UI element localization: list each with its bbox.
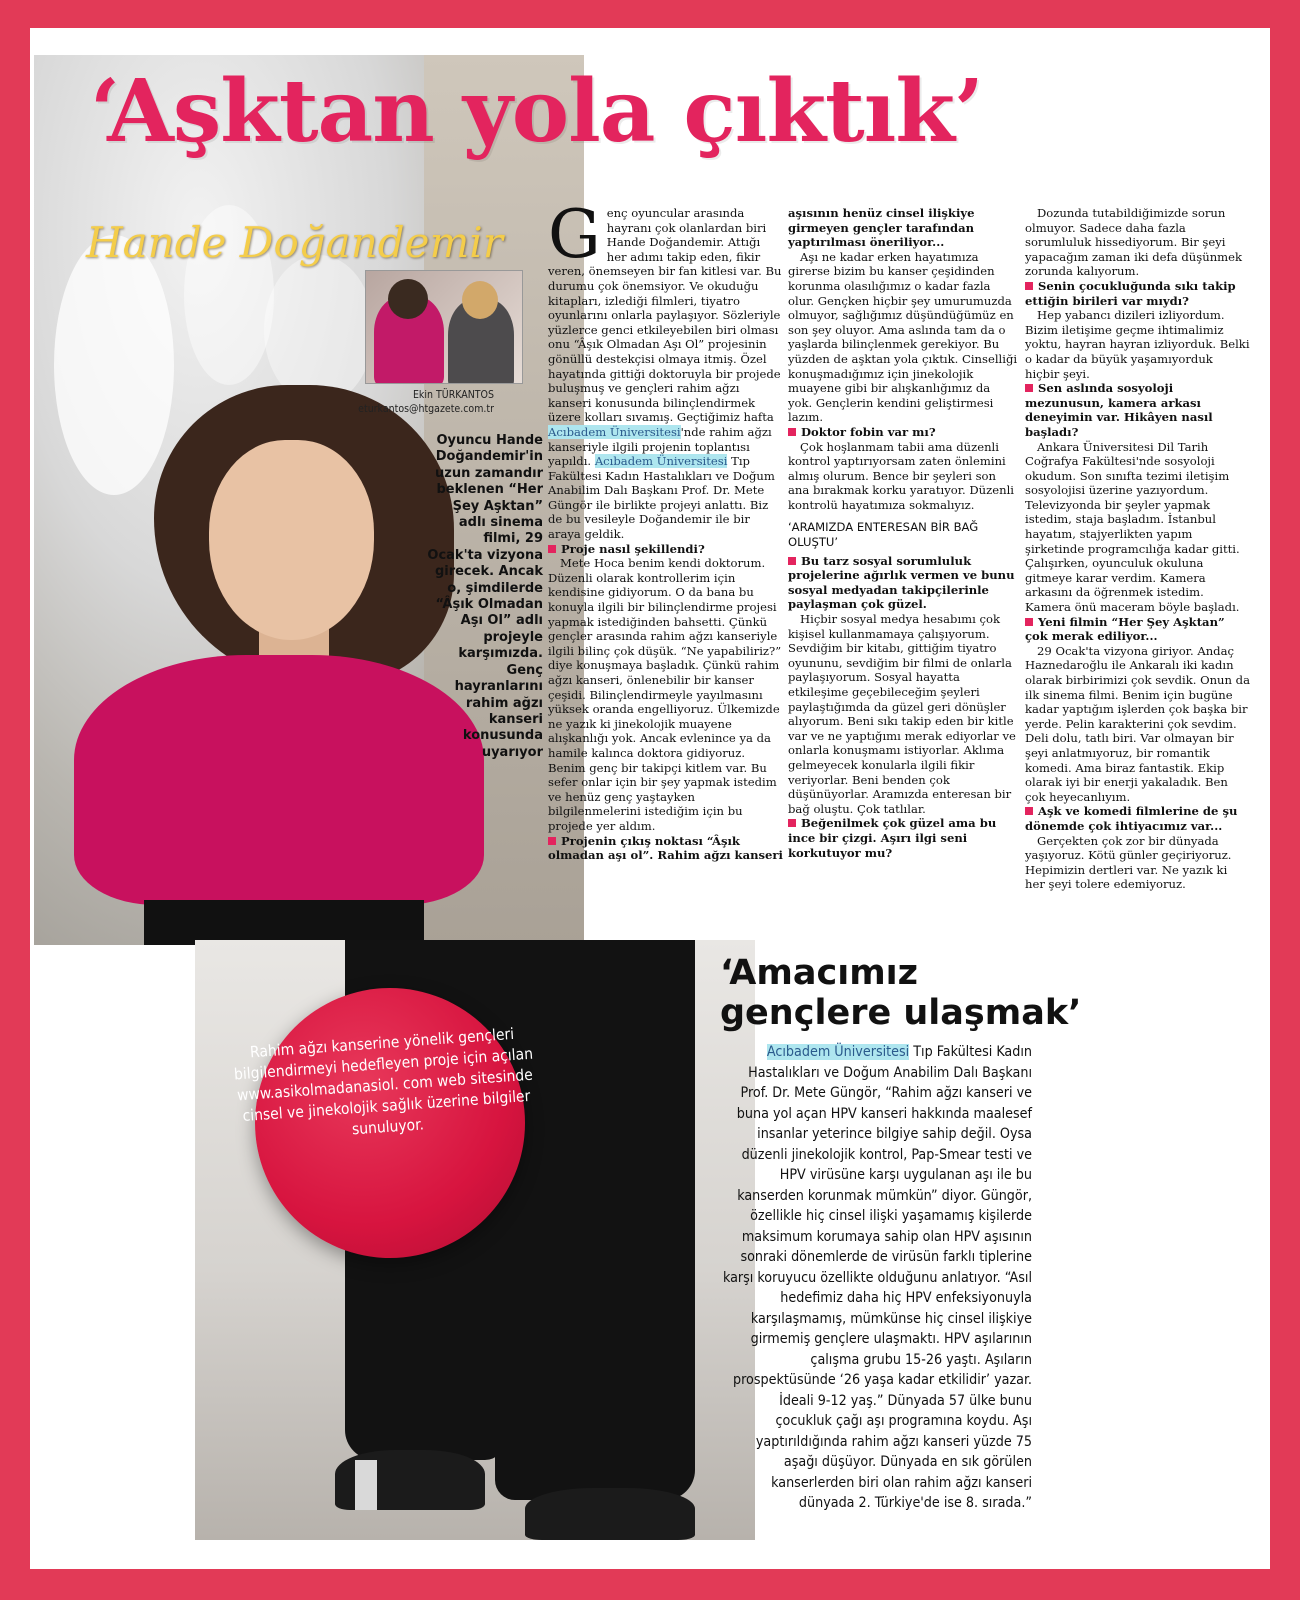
sub-headline-line-2: gençlere ulaşmak’ [720,993,1082,1033]
section-subhead: ‘ARAMIZDA ENTERESAN BİR BAĞ OLUŞTU’ [788,520,979,550]
article-column-3 [1025,206,1250,892]
answer: 29 Ocak'ta vizyona giriyor. Andaç Haznedaroğlu ile Ankaralı iki kadın olarak birbirimizi çok sevdik. Onun da ilk sinema filmi. Benim için bugüne kadar yaptığım işlerden çok başka bir yerde. Pelin karakterini çok sevdim. Deli dolu, tatlı biri. Var olmayan bir şeyi anlatmıyoruz, bir romantik komedi. Ama biraz fantastik. Ekip olarak iyi bir enerji yakaladık. Ben çok heyecanlıyım. [1025,643,1251,804]
university-highlight: Acıbadem Üniversitesi [548,424,681,439]
right-shoe [525,1488,695,1540]
question: Proje nasıl şekillendi? [548,542,783,557]
author-name: Ekin TÜRKANTOS [412,389,494,401]
author-byline [358,388,494,416]
question: Doktor fobin var mı? [788,425,1018,440]
answer: Hiçbir sosyal medya hesabımı çok kişisel kullanmamaya çalışıyorum. Sevdiğim bir kitabı, gittiğim tiyatro oyununu, sevdiğim bir filmi de onlarla paylaşıyorum. Sosyal hayatta etkileşime geçebileceğim şeyleri paylaştığımda da güzel geri dönüşler alıyorum. Beni sıkı takip eden bir kitle var ve ne yaptığımı merak ediyorlar ve onlarla konuşmamı istiyorlar. Aklıma gelmeyecek konularla ilgili fikir veriyorlar. Beni benden çok düşünüyorlar. Aramızda enteresan bir bağ oluştu. Çok tatlılar. [788,612,1016,816]
page-headline: ‘Aşktan yola çıktık’ [90,61,983,162]
portrait-pants [144,900,424,945]
fountain-spray [54,235,174,495]
question: Beğenilmek çok güzel ama bu ince bir çizgi. Aşırı ilgi seni korkutuyor mu? [788,816,1018,860]
answer: Aşı ne kadar erken hayatımıza girerse bizim bu kanser çeşidinden korunma olasılığımız o kadar fazla olur. Gençken hiçbir şey umurumuzda olmuyor, sağlığımız düşündüğümüz en son şey oluyor. Ama aslında tam da o yaşlarda bilinçlenmek gerekiyor. Bu yüzden de aşktan yola çıktık. Cinselliği konuşmadığımız için jinekolojik muayene gibi bir alışkanlığımız da yok. Gençlerin kendini geliştirmesi lazım. [788,249,1018,425]
question: Sen aslında sosyoloji mezunusun, kamera arkası deneyimin var. Hikâyen nasıl başladı? [1025,381,1250,439]
answer: Hep yabancı dizileri izliyordum. Bizim iletişime geçme ihtimalimiz yoktu, hayran hayran izliyorduk. Belki o kadar da büyük yaşamıyorduk hiçbir şeyi. [1025,308,1250,381]
intro-summary: Oyuncu Hande Doğandemir'in uzun zamandır beklenen “Her Şey Aşktan” adlı sinema filmi, 29 Ocak'ta vizyona girecek. Ancak o, şimdilerde “Âşık Olmadan Aşı Ol” adlı projeyle karşımızda. Genç hayranlarını rahim ağzı kanseri konusunda uyarıyor [427,433,543,760]
question: Yeni filmin “Her Şey Aşktan” çok merak ediliyor... [1025,615,1250,644]
question: Projenin çıkış noktası “Âşık olmadan aşı ol”. Rahim ağzı kanseri [548,833,783,863]
sub-article-body [720,1042,1032,1514]
callout-text: Rahim ağzı kanserine yönelik gençleri bilgilendirmeyi hedefleyen proje için açılan www.asikolmadanasiol. com web sitesinde cinsel ve jinekolojik sağlık üzerine bilgiler sunuluyor. [233,1024,534,1139]
paragraph: enç oyuncular arasında hayranı çok olanlardan biri Hande Doğandemir. Attığı her adımı takip eden, fikir veren, önemseyen bir fan kitlesi var. Bu durumu çok önemsiyor. Ve okuduğu kitapları, izlediği filmleri, tiyatro oyunlarını onlarla paylaşıyor. Sözleriyle yüzlerce genci etkileyebilen biri olması onu “Âşık Olmadan Aşı Ol” projesinin gönüllü destekçisi olmaya itmiş. Özel hayatında gittiği doktoruyla bir projede buluşmuş ve gençleri rahim ağzı kanseri konusunda bilinçlendirmek üzere kolları sıvamış. Geçtiğimiz hafta [548,206,782,425]
answer: Çok hoşlanmam tabii ama düzenli kontrol yaptırıyorsam zaten önlemini almış olurum. Bence bir şeyleri son ana bırakmak korku yaratıyor. Düzenli kontrolü hayatımıza sokmalıyız. [788,439,1014,512]
answer: Gerçekten çok zor bir dünyada yaşıyoruz. Kötü günler geçiriyoruz. Hepimizin dertleri var. Ne yazık ki her şeyi tolere edemiyoruz. [1025,833,1232,892]
question: Bu tarz sosyal sorumluluk projelerine ağırlık vermen ve bunu sosyal medyadan takipçilerinle paylaşman çok güzel. [788,554,1018,612]
actress-name: Hande Doğandemir [86,218,503,267]
left-heel [355,1460,377,1510]
question-continued: aşısının henüz cinsel ilişkiye girmeyen gençler tarafından yaptırılması öneriliyor... [788,206,975,250]
author-email: eturkantos@htgazete.com.tr [358,403,494,415]
portrait-face [209,440,374,640]
inset-photo [365,270,523,384]
sub-headline-line-1: ‘Amacımız [720,953,919,993]
university-highlight: Acıbadem Üniversitesi [594,454,728,469]
sub-article-text: Tıp Fakültesi Kadın Hastalıkları ve Doğum Anabilim Dalı Başkanı Prof. Dr. Mete Güngör, “Rahim ağzı kanseri ve buna yol açan HPV kanseri hakkında maalesef insanlar yeterince bilgiye sahip değil. Oysa düzenli jinekolojik kontrol, Pap-Smear testi ve HPV virüsüne karşı uygulanan aşı ile bu kanserden korunmak mümkün” diyor. Güngör, özellikle hiç cinsel ilişki yaşamamış kişilerde maksimum korumaya sahip olan HPV aşısının sonraki dönemlerde de virüsün farklı tiplerine karşı koruyucu özellikte olduğunu anlatıyor. “Asıl hedefimiz daha hiç HPV enfeksiyonuyla karşılaşmamış, mümkünse hiç cinsel ilişkiye girmemiş gençlere ulaşmaktı. HPV aşılarının çalışma grubu 15-26 yaştı. Aşıların prospektüsünde ‘26 yaşa kadar etkilidir’ yazar. İdeali 9-12 yaş.” Dünyada 57 ülke bunu çocukluk çağı aşı programına koydu. Aşı yaptırıldığında rahim ağzı kanseri yüzde 75 aşağı düşüyor. Dünyada en sık görülen kanserlerden biri olan rahim ağzı kanseri dünyada 2. Türkiye'de ise 8. sırada.” [722,1044,1032,1511]
sub-article-headline [720,953,1081,1033]
inset-head-left [388,279,428,319]
question: Aşk ve komedi filmlerine de şu dönemde çok ihtiyacımız var... [1025,804,1250,833]
article-column-2 [788,206,1018,860]
answer: Dozunda tutabildiğimizde sorun olmuyor. Sadece daha fazla sorumluluk hissediyorum. Bir şeyi yapacağım zaman iki defa düşünmek zorunda kalıyorum. [1025,206,1243,279]
dropcap: G [548,196,601,273]
university-highlight: Acıbadem Üniversitesi [766,1044,910,1060]
answer: Mete Hoca benim kendi doktorum. Düzenli olarak kontrollerim için kendisine gidiyorum. O da bana bu konuyla ilgili bir bilinçlendirme projesi yapmak istediğinden bahsetti. Çünkü gençler arasında rahim ağzı kanseriyle ilgili bilinç çok düşük. “Ne yapabiliriz?” diye konuşmaya başladık. Çünkü rahim ağzı kanseri, önlenebilir bir kanser çeşidi. Bilinçlendirmeyle yayılmasını yüksek oranda engelliyoruz. Ülkemizde ne yazık ki jinekolojik muayene alışkanlığı yok. Ancak evlenince ya da hamile kalınca doktora gidiyoruz. Benim genç bir takipçi kitlem var. Bu sefer onlar için bir şey yapmak istedim ve henüz genç yaştayken bilgilenmelerini istediğim için bu projede yer aldım. [548,556,782,833]
portrait-blouse [74,655,484,905]
inset-head-right [462,281,498,319]
paragraph: 'nde rahim ağzı kanseriyle ilgili projenin toplantısı yapıldı. [548,424,772,469]
answer: Ankara Üniversitesi Dil Tarih Coğrafya Fakültesi'nde sosyoloji okudum. Son sınıfta tezimi iletişim sosyolojisi üzerine yazıyordum. Televizyonda bir şeyler yapmak istedim, staja başladım. İstanbul hayatım, stajyerlikten yapım şirketinde programcılığa kadar gitti. Çalışırken, oyunculuk okuluna gitmeye karar verdim. Kamera arkasını da öğrenmek istedim. Kamera önü maceram böyle başladı. [1025,439,1240,615]
question: Senin çocukluğunda sıkı takip ettiğin birileri var mıydı? [1025,279,1250,308]
fountain-spray [264,255,374,405]
article-column-1 [548,196,783,863]
paragraph: Tıp Fakültesi Kadın Hastalıkları ve Doğum Anabilim Dalı Başkanı Prof. Dr. Mete Güngör ile birlikte projeyi anlattı. Biz de bu vesileyle Doğandemir ile bir araya geldik. [548,454,775,542]
newspaper-page [30,28,1270,1569]
